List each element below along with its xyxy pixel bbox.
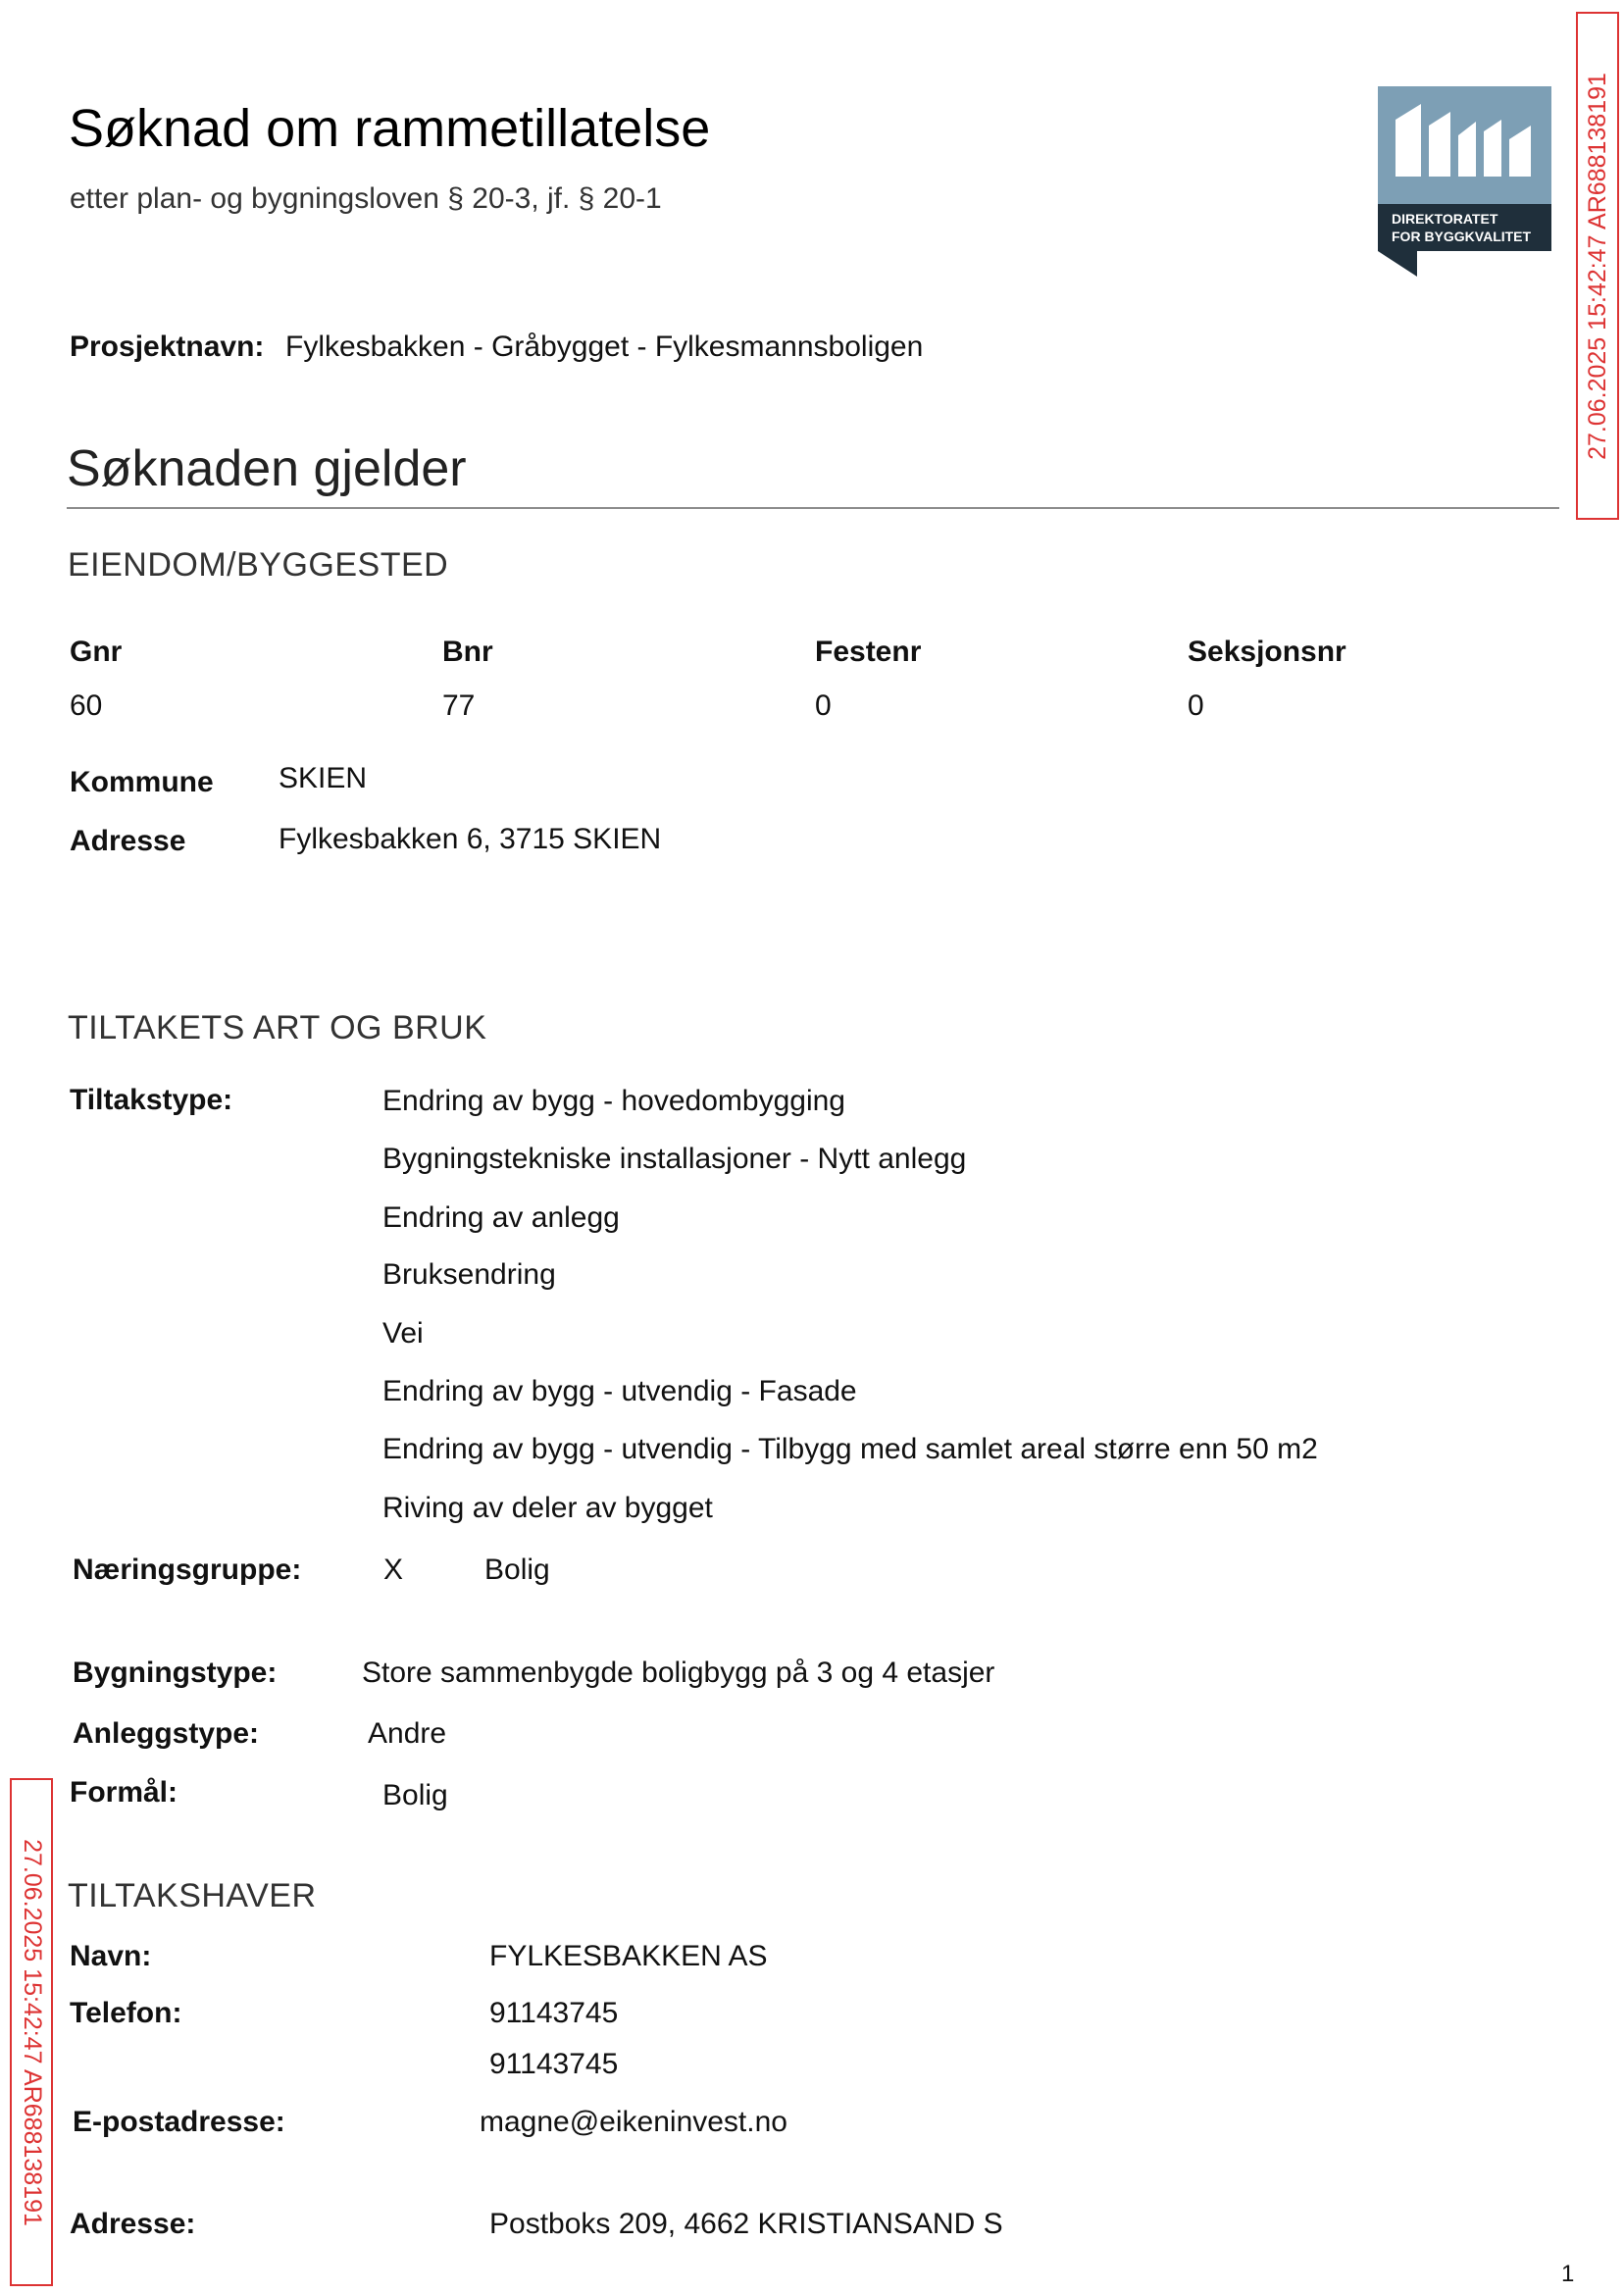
heading-divider — [67, 507, 1559, 509]
document-title: Søknad om rammetillatelse — [69, 99, 711, 158]
tiltakstype-item: Riving av deler av bygget — [382, 1492, 713, 1524]
anleggstype-value: Andre — [368, 1717, 447, 1750]
adresse-value: Fylkesbakken 6, 3715 SKIEN — [279, 823, 662, 855]
gnr-value: 60 — [70, 689, 103, 722]
adresse-label: Adresse — [70, 825, 186, 857]
dibk-logo — [1378, 86, 1551, 277]
main-heading: Søknaden gjelder — [67, 440, 467, 497]
navn-label: Navn: — [70, 1940, 152, 1972]
section-heading-tiltakshaver: TILTAKSHAVER — [68, 1877, 317, 1914]
tiltakshaver-adresse-label: Adresse: — [70, 2208, 196, 2240]
naeringsgruppe-value: Bolig — [484, 1554, 550, 1586]
seksjonsnr-value: 0 — [1188, 689, 1204, 722]
kommune-value: SKIEN — [279, 762, 368, 794]
bnr-value: 77 — [442, 689, 476, 722]
epost-value: magne@eikeninvest.no — [480, 2106, 787, 2138]
telefon-value: 91143745 — [489, 1997, 619, 2029]
bnr-label: Bnr — [442, 636, 493, 668]
navn-value: FYLKESBAKKEN AS — [489, 1940, 768, 1972]
formal-label: Formål: — [70, 1776, 178, 1809]
tiltakstype-item: Endring av bygg - utvendig - Fasade — [382, 1375, 857, 1407]
tiltakstype-item: Endring av bygg - utvendig - Tilbygg med samlet areal større enn 50 m2 — [382, 1433, 1318, 1465]
seksjonsnr-label: Seksjonsnr — [1188, 636, 1346, 668]
anleggstype-label: Anleggstype: — [73, 1717, 260, 1750]
stamp-text: 27.06.2025 15:42:47 AR688138191 — [18, 1838, 46, 2226]
tiltakstype-label: Tiltakstype: — [70, 1084, 233, 1116]
project-value: Fylkesbakken - Gråbygget - Fylkesmannsboligen — [285, 331, 924, 363]
bygningstype-label: Bygningstype: — [73, 1657, 278, 1689]
bygningstype-value: Store sammenbygde boligbygg på 3 og 4 etasjer — [362, 1657, 995, 1689]
stamp-text: 27.06.2025 15:42:47 AR688138191 — [1583, 72, 1611, 460]
gnr-label: Gnr — [70, 636, 123, 668]
logo-line2: FOR BYGGKVALITET — [1392, 229, 1532, 244]
project-label: Prosjektnavn: — [70, 331, 265, 363]
section-heading-tiltak: TILTAKETS ART OG BRUK — [68, 1009, 487, 1046]
archive-stamp-bottom — [10, 1778, 53, 2286]
epost-label: E-postadresse: — [73, 2106, 285, 2138]
naeringsgruppe-code: X — [383, 1554, 404, 1586]
festenr-value: 0 — [815, 689, 832, 722]
tiltakstype-item: Endring av bygg - hovedombygging — [382, 1085, 845, 1117]
telefon-value-2: 91143745 — [489, 2048, 619, 2080]
document-subtitle: etter plan- og bygningsloven § 20-3, jf. § 20-1 — [70, 182, 662, 215]
telefon-label: Telefon: — [70, 1997, 182, 2029]
festenr-label: Festenr — [815, 636, 922, 668]
page-number: 1 — [1561, 2261, 1575, 2287]
formal-value: Bolig — [382, 1779, 448, 1811]
kommune-label: Kommune — [70, 766, 214, 798]
tiltakstype-item: Vei — [382, 1317, 424, 1350]
tiltakshaver-adresse-value: Postboks 209, 4662 KRISTIANSAND S — [489, 2208, 1003, 2240]
tiltakstype-item: Endring av anlegg — [382, 1201, 620, 1234]
logo-line1: DIREKTORATET — [1392, 211, 1498, 227]
tiltakstype-item: Bruksendring — [382, 1258, 556, 1291]
section-heading-property: EIENDOM/BYGGESTED — [68, 546, 449, 584]
tiltakstype-item: Bygningstekniske installasjoner - Nytt anlegg — [382, 1143, 967, 1175]
archive-stamp-top — [1576, 12, 1619, 520]
naeringsgruppe-label: Næringsgruppe: — [73, 1554, 302, 1586]
